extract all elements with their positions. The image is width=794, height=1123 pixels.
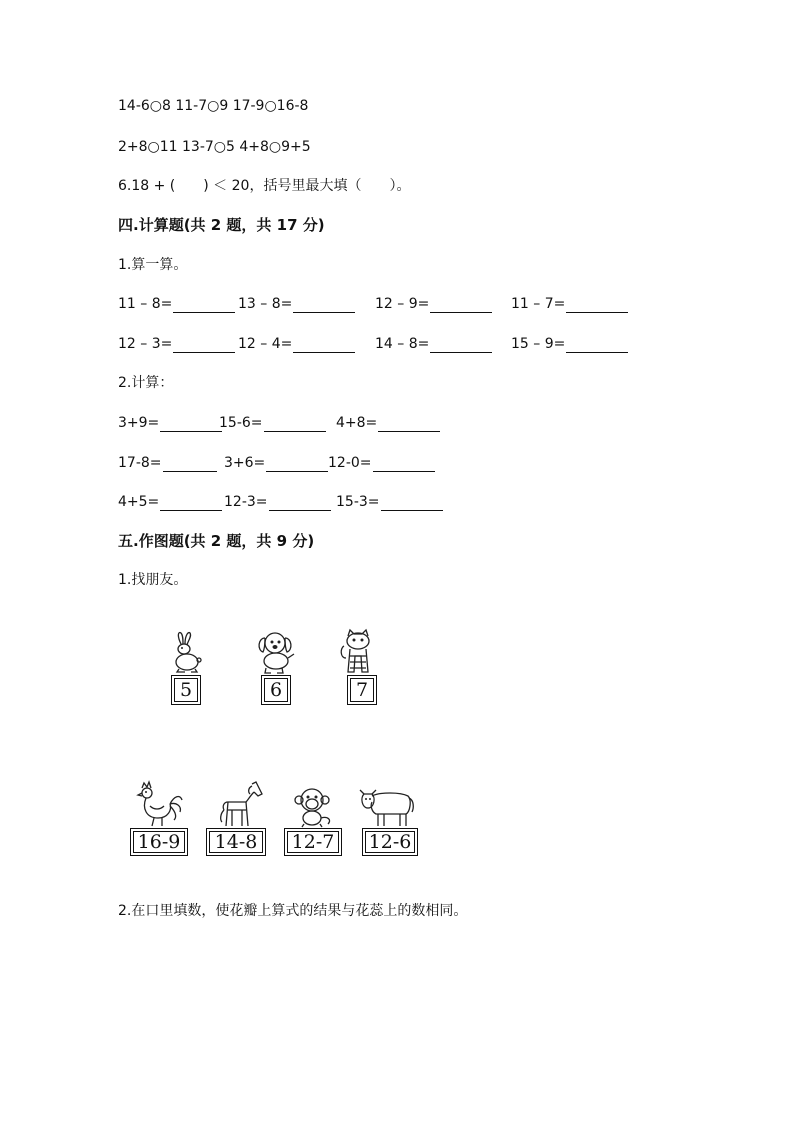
s5-q1-title: 1.找朋友。: [118, 572, 188, 588]
calc-item: [118, 454, 217, 472]
calc-expr: 14 – 8=: [375, 336, 430, 352]
s4-q2-title: 2.计算：: [118, 375, 174, 391]
calc-expr: 12 – 3=: [118, 336, 173, 352]
expr-box: [362, 828, 418, 856]
calc-item: [375, 295, 492, 313]
answer-blank[interactable]: [293, 298, 355, 313]
expr-label: 16-9: [137, 831, 181, 853]
calc-expr: 12-3=: [224, 494, 268, 510]
section-4-heading: 四.计算题(共 2 题，共 17 分): [118, 216, 325, 234]
answer-blank[interactable]: [378, 417, 440, 432]
answer-blank[interactable]: [173, 338, 235, 353]
answer-blank[interactable]: [293, 338, 355, 353]
answer-blank[interactable]: [160, 496, 222, 511]
calc-item: [118, 295, 235, 313]
calc-expr: 12 – 4=: [238, 336, 293, 352]
section-5-heading: 五.作图题(共 2 题，共 9 分): [118, 532, 315, 550]
calc-expr: 3+6=: [224, 455, 266, 471]
expr-box: [130, 828, 188, 856]
answer-blank[interactable]: [163, 457, 217, 472]
number-box: [347, 675, 377, 705]
number-box: [261, 675, 291, 705]
calc-expr: 17-8=: [118, 455, 162, 471]
calc-expr: 4+5=: [118, 494, 160, 510]
calc-item: [328, 454, 435, 472]
compare-line-2: 2+8○11 13-7○5 4+8○9+5: [118, 139, 311, 155]
monkey-icon: [290, 786, 334, 828]
calc-item: [511, 335, 628, 353]
answer-blank[interactable]: [264, 417, 326, 432]
calc-expr: 12-0=: [328, 455, 372, 471]
number-label: 5: [179, 679, 193, 701]
calc-item: [375, 335, 492, 353]
answer-blank[interactable]: [430, 298, 492, 313]
calc-expr: 3+9=: [118, 415, 160, 431]
answer-blank[interactable]: [381, 496, 443, 511]
calc-item: [118, 335, 235, 353]
s5-q2-title: 2.在口里填数，使花瓣上算式的结果与花蕊上的数相同。: [118, 903, 468, 919]
calc-expr: 11 – 7=: [511, 296, 566, 312]
cow-icon: [356, 784, 418, 828]
answer-blank[interactable]: [566, 338, 628, 353]
calc-item: [118, 414, 222, 432]
answer-blank[interactable]: [373, 457, 435, 472]
answer-blank[interactable]: [160, 417, 222, 432]
calc-item: [336, 493, 443, 511]
answer-blank[interactable]: [269, 496, 331, 511]
calc-expr: 13 – 8=: [238, 296, 293, 312]
calc-item: [336, 414, 440, 432]
calc-item: [118, 493, 222, 511]
expr-label: 12-7: [291, 831, 335, 853]
expr-box: [284, 828, 342, 856]
calc-expr: 15-6=: [219, 415, 263, 431]
expr-label: 12-6: [368, 831, 412, 853]
dog-icon: [252, 628, 298, 674]
compare-line-1: 14-6○8 11-7○9 17-9○16-8: [118, 98, 309, 114]
calc-item: [238, 335, 355, 353]
number-label: 7: [355, 679, 369, 701]
calc-expr: 15 – 9=: [511, 336, 566, 352]
calc-expr: 11 – 8=: [118, 296, 173, 312]
number-box: [171, 675, 201, 705]
calc-item: [224, 454, 328, 472]
calc-item: [511, 295, 628, 313]
cat-icon: [338, 628, 380, 674]
rabbit-icon: [165, 630, 205, 674]
question-6: 6.18 + ( ) ＜ 20，括号里最大填（ ）。: [118, 178, 411, 194]
calc-item: [219, 414, 326, 432]
answer-blank[interactable]: [266, 457, 328, 472]
calc-item: [224, 493, 331, 511]
answer-blank[interactable]: [430, 338, 492, 353]
expr-box: [206, 828, 266, 856]
horse-icon: [218, 780, 266, 828]
calc-expr: 4+8=: [336, 415, 378, 431]
answer-blank[interactable]: [173, 298, 235, 313]
answer-blank[interactable]: [566, 298, 628, 313]
calc-item: [238, 295, 355, 313]
calc-expr: 12 – 9=: [375, 296, 430, 312]
s4-q1-title: 1.算一算。: [118, 257, 188, 273]
rooster-icon: [134, 780, 186, 828]
number-label: 6: [269, 679, 283, 701]
expr-label: 14-8: [214, 831, 258, 853]
calc-expr: 15-3=: [336, 494, 380, 510]
